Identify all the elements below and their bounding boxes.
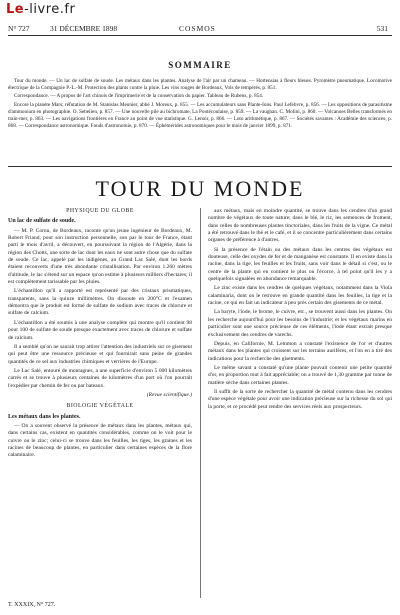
article-paragraph: Depuis, en Californie, M. Lemmon a constaté l'existence de l'or et d'autres métaux dans les plantes qui croissent sur les terrains aurifères, et l'on en a tiré des indications pour la recherche des gisements. <box>208 340 392 362</box>
page-number: 531 <box>376 24 388 33</box>
article-lac-sulfate <box>8 218 192 399</box>
article-paragraph: — On a souvent observé la présence de métaux dans les plantes, métaux qui, dans certains cas, existent en quantités considérables, comme on le voit pour le cuivre ou le zinc; celui-ci se trouve dans les feuilles, les tiges, les graines et les racines de beaucoup de plantes, en particulier dans certaines espèces de la flore calaminaire. <box>8 422 192 459</box>
volume-footer: T. XXXIX, N° 727. <box>8 602 56 608</box>
article-paragraph: Si la présence de l'étain ou des métaux dans les centres des végétaux est douteuse, celle des oxydes de fer et de manganèse est constante. Il en existe dans la racine, dans la tige, les feuilles et les fruits, sans voir dans le détail si c'est, ou le centre de la plante qui en contient le plus ou l'écorce, à tel point qu'il les y a quelquefois signalées en abondance remarquable. <box>208 246 392 283</box>
sommaire-block <box>8 78 392 131</box>
sommaire-title: SOMMAIRE <box>168 60 232 70</box>
issue-date: 31 DÉCEMBRE 1898 <box>50 24 118 33</box>
article-paragraph: aux métaux, mais en moindre quantité, se trouve dans les cendres d'un grand nombre de végétaux de toute nature; dans le blé, le riz, les semences de froment, dans celles de nombreuses plantes tinctoriales, dans les fruits de la vigne. Ce métal a été retrouvé dans le thé et le café, et il se concentre particulièrement dans certains organes de préférence à d'autres. <box>208 208 392 244</box>
article-title: Un lac de sulfate de soude. <box>8 218 76 225</box>
issue-number: N° 727 <box>8 24 30 33</box>
section-heading-physique: PHYSIQUE DU GLOBE <box>66 208 134 214</box>
header-rule <box>8 35 392 36</box>
sommaire-entry: Encore la planète Mars; réfutation de M. Stanislas Meunier, abbé J. Moreux, p. 855. — Les accumulateurs sans Plante-Ions. Paul Lefebvre, p. 856. — Les oppositions de parasitisme d'ammonium en photographie. O. Sebelien, p. 857. — Une nouvelle pile au bichromate, La Pontécoulaise, p. 859. — La vaughan. C. Molini, p. 860. — Volcanoes Belles transformés en train-mer, p. 863. — Les navigations frontières en France au point de vue statistique. G. Lenoir, p. 866. — Loto arithmétique, p. 867. — Sociétés savantes : Académie des sciences, p. 868. — Correspondance astronomique. Fonds d'astronomie, p. 870. — Éphémérides astronomiques pour le mois de janvier 1899, p. 871. <box>8 101 392 130</box>
section-title: TOUR DU MONDE <box>95 176 305 201</box>
sommaire-rule <box>8 166 392 167</box>
sommaire-entry: Correspondance. — A propos de l'art chinois de l'imprimerie et de la conservation du papier. Tableau de Rubens, p. 854. <box>14 93 264 100</box>
journal-name: COSMOS <box>179 24 216 33</box>
article-paragraph: Le même savant a constaté qu'une plante pouvait contenir une petite quantité d'or, en proportion tout à fait appréciable; on a trouvé de 1,30 gramme par tonne de matière sèche dans certaines plantes. <box>208 364 392 386</box>
article-paragraph: L'échantillon a été soumis à une analyse complète qui montre qu'il contient 98 pour 100 de sulfate de soude presque exactement avec traces de chlorure et sulfate de calcium. <box>8 319 192 341</box>
article-paragraph: Il a semblé qu'on ne saurait trop attirer l'attention des industriels sur ce gisement qui peut être une ressource précieuse et qui fournirait sans peine de grandes quantités de ce sel aux industries chimiques et verrières de l'Europe. <box>8 343 192 365</box>
section-heading-biologie: BIOLOGIE VÉGÉTALE <box>66 403 134 410</box>
column-divider <box>200 208 201 598</box>
article-paragraph: Il suffit de la sorte de rechercher la quantité de métal contenu dans les cendres d'une espèce végétale pour avoir une indication précieuse sur la richesse du sol qui la porte, et ce procédé peut rendre des services réels aux prospecteurs. <box>208 388 392 410</box>
article-paragraph: Le zinc existe dans les cendres de quelques végétaux, notamment dans la Viola calaminaria, dont on le retrouve en grande quantité dans les feuilles, la tige et la racine, ce qui en fait un indicateur à peu près certain des gisements de ce métal. <box>208 285 392 307</box>
right-column <box>208 208 392 413</box>
site-logo <box>6 2 75 17</box>
article-metaux-plantes <box>8 414 192 460</box>
article-paragraph: — M. P. Cornu, de Bordeaux, raconte qu'un jeune ingénieur de Bordeaux, M. Robert Friand, pour son instruction personnelle, son par le tour de France, étant parti le mois d'avril, a découvert, en poursuivant la région de l'Algérie, dans la région des Chotts, une sorte de lac dont les eaux ne sont autre chose que du sulfate de soude. Ce lac, appelé par les indigènes, au Grand Lac Salé, dont les bords étaient recouverts d'une très abondante cristallisation. Par environ 1.260 mètres d'altitude, le lac s'étend sur un espace qu'on estime à plusieurs milliers d'hectares; il est complètement tarissable par les pluies. <box>8 227 192 286</box>
left-column <box>8 208 192 464</box>
logo-text-le: Le <box>6 2 25 17</box>
logo-text-fr: .fr <box>59 2 76 17</box>
article-source: (Revue scientifique.) <box>146 391 192 398</box>
running-header <box>8 24 392 33</box>
logo-text-livre: -livre <box>24 2 60 17</box>
article-paragraph: La baryte, l'iode, le brome, le cuivre, etc., se trouvent aussi dans les plantes. On les recherche aujourd'hui pour les besoins de l'industrie; et les végétaux marins en particulier sont une source précieuse de ces éléments, l'iode étant extrait presque exclusivement des cendres de varechs. <box>208 309 392 338</box>
sommaire-entry: Tour du monde. — Un lac de sulfate de soude. Les métaux dans les plantes. Analyse de l'air par un chameau. — Hortensias à fleurs bleues. Pyromètre pneumatique. Locomotive électrique de la Compagnie P.-L.-M. Protection des plants contre la pluie. Les vins rouges de Bordeaux, Vols de tempérés, p. 851. <box>8 78 392 92</box>
article-title: Les métaux dans les plantes. <box>8 413 81 420</box>
article-paragraph: L'échantillon qu'il a rapporté est représenté par des cristaux prismatiques, transparents, sans la quinze millimètres. On dissoute en 200°C et l'examen démontra que le produit est formé de sulfate de sodium avec traces de chlorure et sulfate de calcium. <box>8 288 192 317</box>
article-paragraph: Le Lac Salé, entouré de montagnes, a une superficie d'environ 5 000 kilomètres carrés et se trouve à plusieurs centaines de kilomètres d'un port où l'on pourrait l'expédier par chemin de fer ou par bateaux. <box>8 367 192 389</box>
